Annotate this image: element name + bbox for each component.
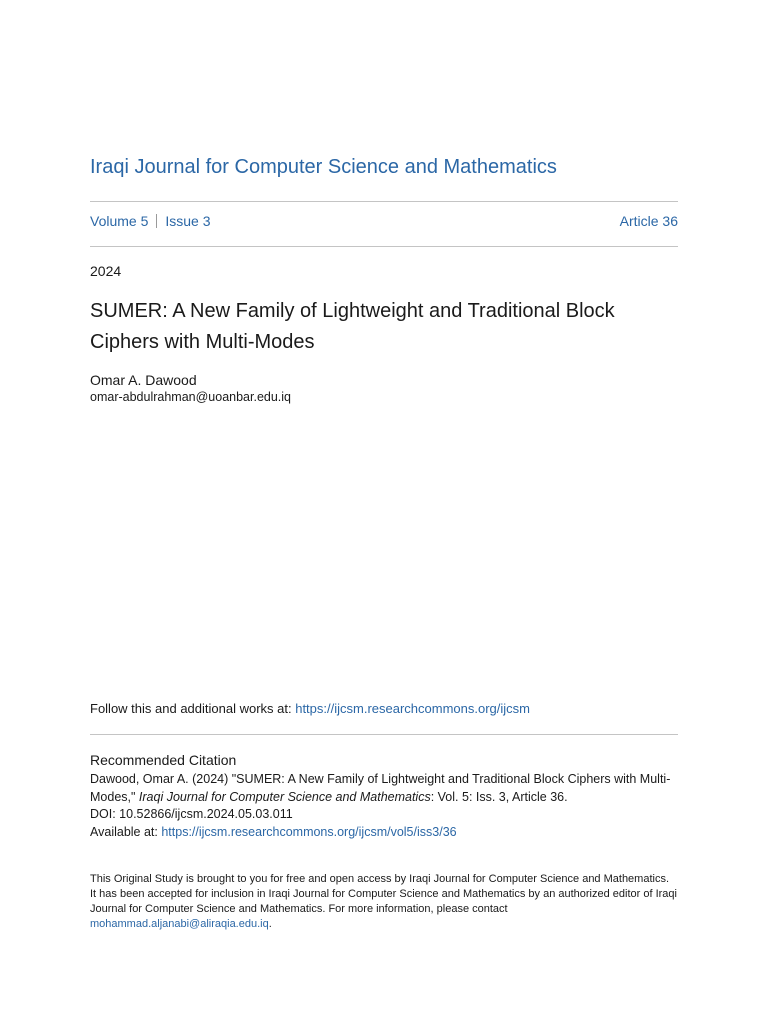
issue-separator	[156, 214, 157, 228]
journal-title-link[interactable]: Iraqi Journal for Computer Science and Mathematics	[90, 156, 557, 178]
issue-bar	[90, 213, 678, 233]
footer-end: .	[268, 918, 272, 930]
citation-text-before: Dawood, Omar A. (2024) "SUMER: A New Family of Lightweight and Traditional Block Ciphers with Multi-Modes,"	[90, 772, 671, 804]
footer-text: This Original Study is brought to you for free and open access by Iraqi Journal for Computer Science and Mathematics. It has been accepted for inclusion in Iraqi Journal for Computer Science and Mathematics by an authorized editor of Iraqi Journal for Computer Science and Mathematics. For more information, please contact	[90, 873, 677, 915]
footer-notice	[90, 872, 678, 932]
divider-middle	[90, 246, 678, 247]
publication-year: 2024	[90, 263, 122, 279]
follow-label: Follow this and additional works at:	[90, 701, 296, 716]
cover-page	[90, 0, 678, 1024]
citation-block	[90, 771, 678, 841]
citation-text	[90, 771, 678, 806]
contact-email-link[interactable]: mohammad.aljanabi@aliraqia.edu.iq	[90, 918, 269, 930]
volume-link[interactable]: Volume 5	[90, 213, 149, 229]
divider-citation	[90, 734, 678, 735]
citation-available	[90, 824, 678, 842]
follow-url-link[interactable]: https://ijcsm.researchcommons.org/ijcsm	[295, 701, 530, 716]
author-name: Omar A. Dawood	[90, 372, 197, 388]
article-title: SUMER: A New Family of Lightweight and Traditional Block Ciphers with Multi-Modes	[90, 300, 615, 353]
citation-text-after: : Vol. 5: Iss. 3, Article 36.	[430, 789, 568, 804]
available-label: Available at:	[90, 824, 162, 839]
follow-line	[90, 701, 530, 716]
article-number-link[interactable]: Article 36	[619, 213, 678, 229]
author-email: omar-abdulrahman@uoanbar.edu.iq	[90, 390, 292, 404]
citation-doi: DOI: 10.52866/ijcsm.2024.05.03.011	[90, 807, 293, 821]
issue-info	[90, 213, 211, 229]
citation-journal-name: Iraqi Journal for Computer Science and Mathematics	[138, 789, 431, 804]
issue-link[interactable]: Issue 3	[165, 213, 211, 229]
divider-top	[90, 201, 678, 202]
recommended-citation-heading: Recommended Citation	[90, 752, 237, 768]
available-url-link[interactable]: https://ijcsm.researchcommons.org/ijcsm/vol5/iss3/36	[161, 824, 457, 839]
